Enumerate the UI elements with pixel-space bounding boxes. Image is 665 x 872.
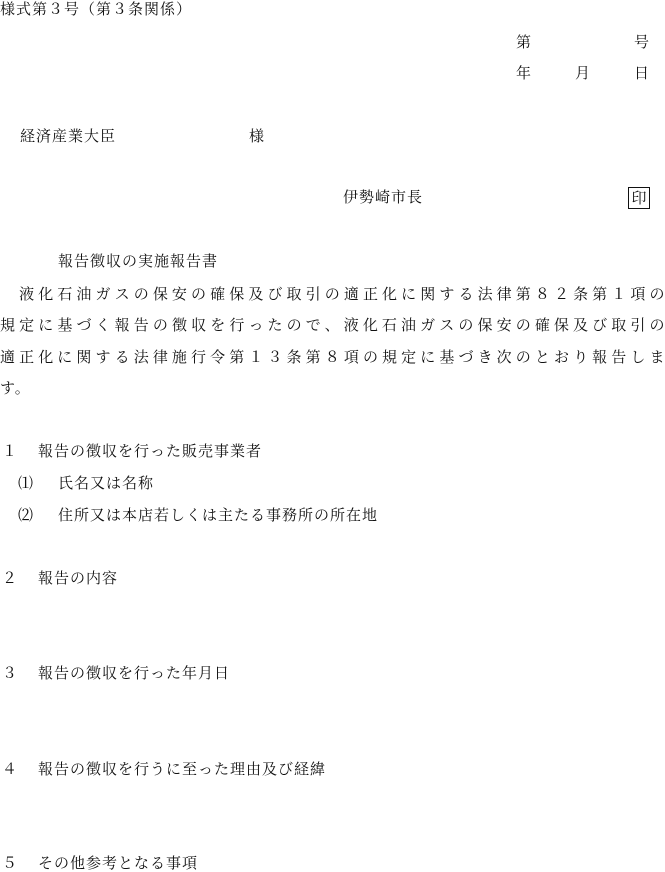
section-4-number: ４ [2, 760, 19, 778]
section-5-number: ５ [2, 854, 19, 872]
sender-name: 伊勢崎市長 [343, 188, 424, 206]
seal-mark: 印 [628, 187, 650, 209]
section-3-number: ３ [2, 664, 19, 682]
addressee-honorific: 様 [249, 127, 266, 145]
section-1-label: 報告の徴収を行った販売事業者 [38, 442, 263, 460]
section-2-label: 報告の内容 [38, 569, 119, 587]
body-line-4: す。 [0, 379, 31, 397]
document-title: 報告徴収の実施報告書 [58, 252, 219, 270]
section-1-number: １ [2, 442, 19, 460]
section-4-label: 報告の徴収を行うに至った理由及び経緯 [38, 760, 327, 778]
form-number: 様式第３号（第３条関係） [0, 0, 193, 18]
document-number-prefix: 第 [516, 33, 533, 51]
body-line-1: 液化石油ガスの保安の確保及び取引の適正化に関する法律第８２条第１項の [0, 285, 665, 303]
section-5-label: その他参考となる事項 [38, 854, 199, 872]
section-1-2-label: 住所又は本店若しくは主たる事務所の所在地 [58, 506, 379, 524]
date-year: 年 [516, 64, 533, 82]
date-month: 月 [575, 64, 592, 82]
section-2-number: ２ [2, 569, 19, 587]
document-number-suffix: 号 [634, 33, 651, 51]
body-line-2: 規定に基づく報告の徴収を行ったので、液化石油ガスの保安の確保及び取引の [0, 316, 665, 334]
body-line-3: 適正化に関する法律施行令第１３条第８項の規定に基づき次のとおり報告しま [0, 348, 665, 366]
section-1-1-number: ⑴ [18, 474, 35, 492]
section-1-1-label: 氏名又は名称 [58, 474, 155, 492]
section-1-2-number: ⑵ [18, 506, 35, 524]
addressee-name: 経済産業大臣 [20, 127, 117, 145]
section-3-label: 報告の徴収を行った年月日 [38, 664, 231, 682]
date-day: 日 [634, 64, 651, 82]
